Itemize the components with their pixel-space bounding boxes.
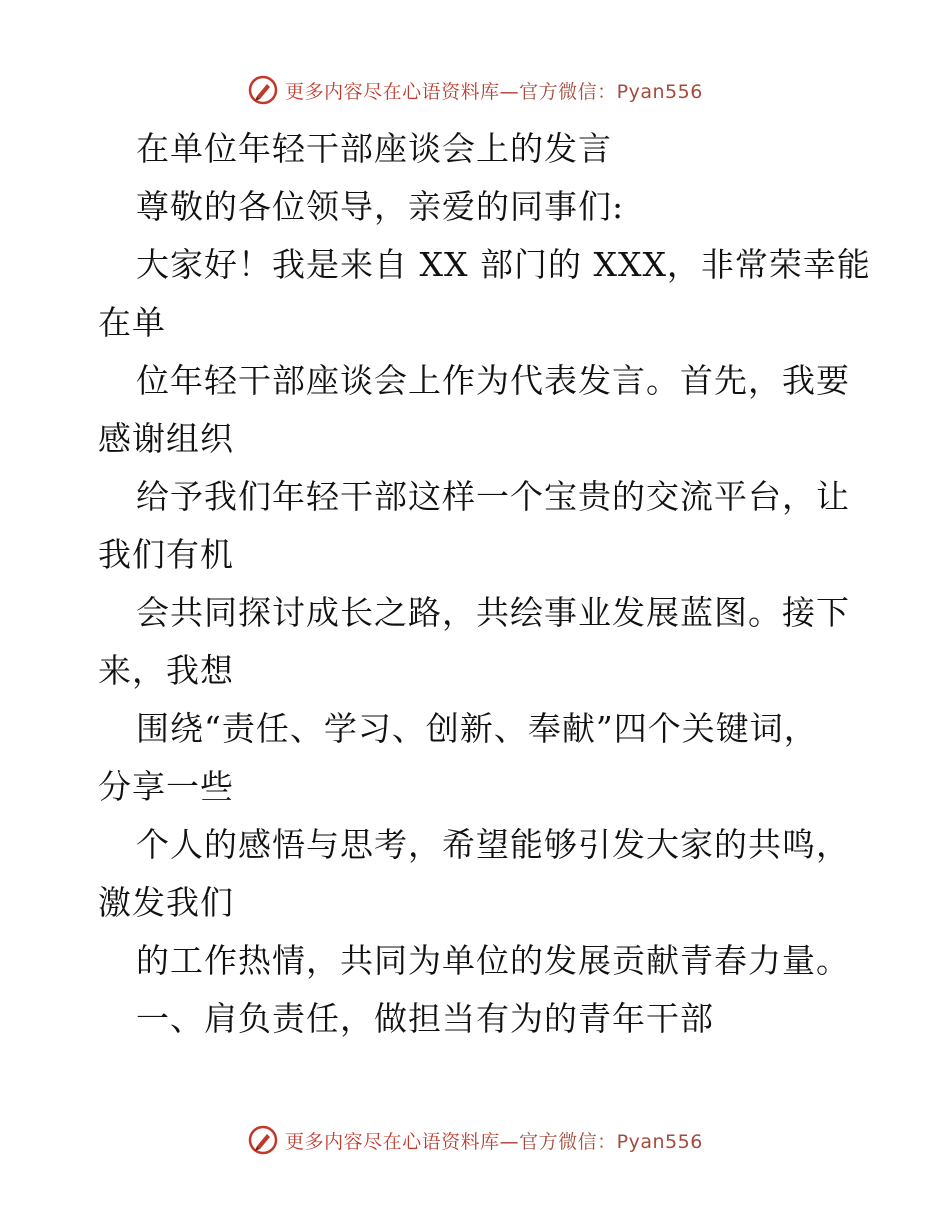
doc-line: 大家好！我是来自 XX 部门的 XXX，非常荣幸能 [136, 245, 871, 284]
document-body [98, 120, 871, 1048]
doc-line: 激发我们 [98, 883, 234, 922]
doc-line: 来，我想 [98, 651, 234, 690]
doc-line: 位年轻干部座谈会上作为代表发言。首先，我要 [136, 361, 850, 400]
footer-banner-main: 更多内容尽在心语资料库 [285, 1130, 500, 1153]
header-banner [0, 70, 950, 110]
doc-line: 个人的感悟与思考，希望能够引发大家的共鸣， [136, 825, 850, 864]
doc-title: 在单位年轻干部座谈会上的发言 [136, 129, 612, 168]
doc-line: 的工作热情，共同为单位的发展贡献青春力量。 [136, 941, 850, 980]
doc-line: 分享一些 [98, 767, 234, 806]
footer-banner [0, 1120, 950, 1160]
header-banner-dash: — [499, 80, 520, 103]
pen-logo-icon [247, 74, 279, 106]
header-banner-main: 更多内容尽在心语资料库 [285, 80, 500, 103]
header-banner-wechat: 官方微信：Pyan556 [519, 80, 703, 103]
doc-line: 会共同探讨成长之路，共绘事业发展蓝图。接下 [136, 593, 850, 632]
footer-banner-dash: — [499, 1130, 520, 1153]
footer-banner-wechat: 官方微信：Pyan556 [519, 1130, 703, 1153]
pen-logo-icon [247, 1124, 279, 1156]
doc-line: 围绕“责任、学习、创新、奉献”四个关键词， [136, 709, 818, 748]
doc-line: 在单 [98, 303, 166, 342]
header-banner-text [285, 77, 703, 104]
footer-banner-text [285, 1127, 703, 1154]
doc-line: 我们有机 [98, 535, 234, 574]
doc-line: 给予我们年轻干部这样一个宝贵的交流平台，让 [136, 477, 850, 516]
doc-salutation: 尊敬的各位领导，亲爱的同事们: [136, 187, 625, 226]
doc-section-heading: 一、肩负责任，做担当有为的青年干部 [136, 999, 714, 1038]
doc-line: 感谢组织 [98, 419, 234, 458]
